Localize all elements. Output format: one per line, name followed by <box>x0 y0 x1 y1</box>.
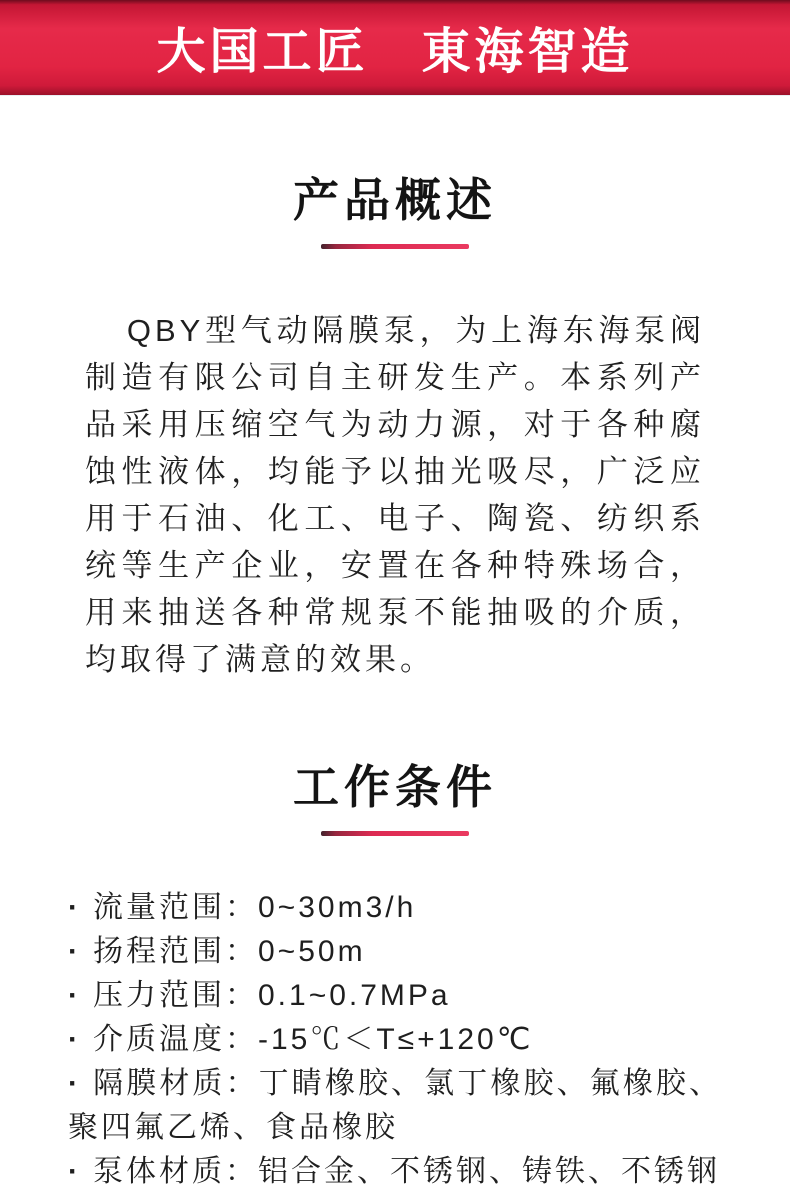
spec-value: -15℃＜T≤+120℃ <box>258 1023 534 1056</box>
spec-label: 隔膜材质： <box>93 1067 259 1100</box>
bullet-icon: · <box>68 1155 81 1188</box>
spec-value: 0.1~0.7MPa <box>258 979 451 1012</box>
spec-list-item <box>68 930 722 974</box>
brand-banner <box>0 0 790 96</box>
bullet-icon: · <box>68 891 81 924</box>
overview-title-underline <box>321 244 469 249</box>
spec-value: 0~50m <box>258 935 366 968</box>
working-conditions-title-underline <box>321 831 469 836</box>
spec-value: 铝合金、不锈钢、铸铁、不锈钢 <box>258 1155 720 1188</box>
spec-value: 丁睛橡胶、氯丁橡胶、氟橡胶、聚四氟乙烯、食品橡胶 <box>68 1067 723 1144</box>
spec-list-item <box>68 1062 722 1150</box>
spec-list-item <box>68 1150 722 1194</box>
banner-title: 大国工匠 東海智造 <box>156 24 634 79</box>
spec-label: 介质温度： <box>93 1023 258 1056</box>
spec-value: 0~30m3/h <box>258 891 417 924</box>
spec-label: 泵体材质： <box>93 1155 258 1188</box>
spec-list-item <box>68 886 722 930</box>
bullet-icon: · <box>68 935 81 968</box>
bullet-icon: · <box>68 1023 81 1056</box>
spec-label: 扬程范围： <box>93 935 258 968</box>
bullet-icon: · <box>68 979 81 1012</box>
spec-list-item <box>68 1018 722 1062</box>
spec-list <box>68 886 722 1194</box>
overview-paragraph: QBY型气动隔膜泵，为上海东海泵阀制造有限公司自主研发生产。本系列产品采用压缩空气为动力源，对于各种腐蚀性液体，均能予以抽光吸尽，广泛应用于石油、化工、电子、陶瓷、纺织系统等生产企业，安置在各种特殊场合，用来抽送各种常规泵不能抽吸的介质，均取得了满意的效果。 <box>85 313 705 677</box>
section-title-working-conditions: 工作条件 <box>293 761 497 813</box>
spec-label: 流量范围： <box>93 891 258 924</box>
spec-label: 压力范围： <box>93 979 258 1012</box>
section-title-overview: 产品概述 <box>293 174 497 226</box>
bullet-icon: · <box>68 1067 81 1100</box>
spec-list-item <box>68 974 722 1018</box>
